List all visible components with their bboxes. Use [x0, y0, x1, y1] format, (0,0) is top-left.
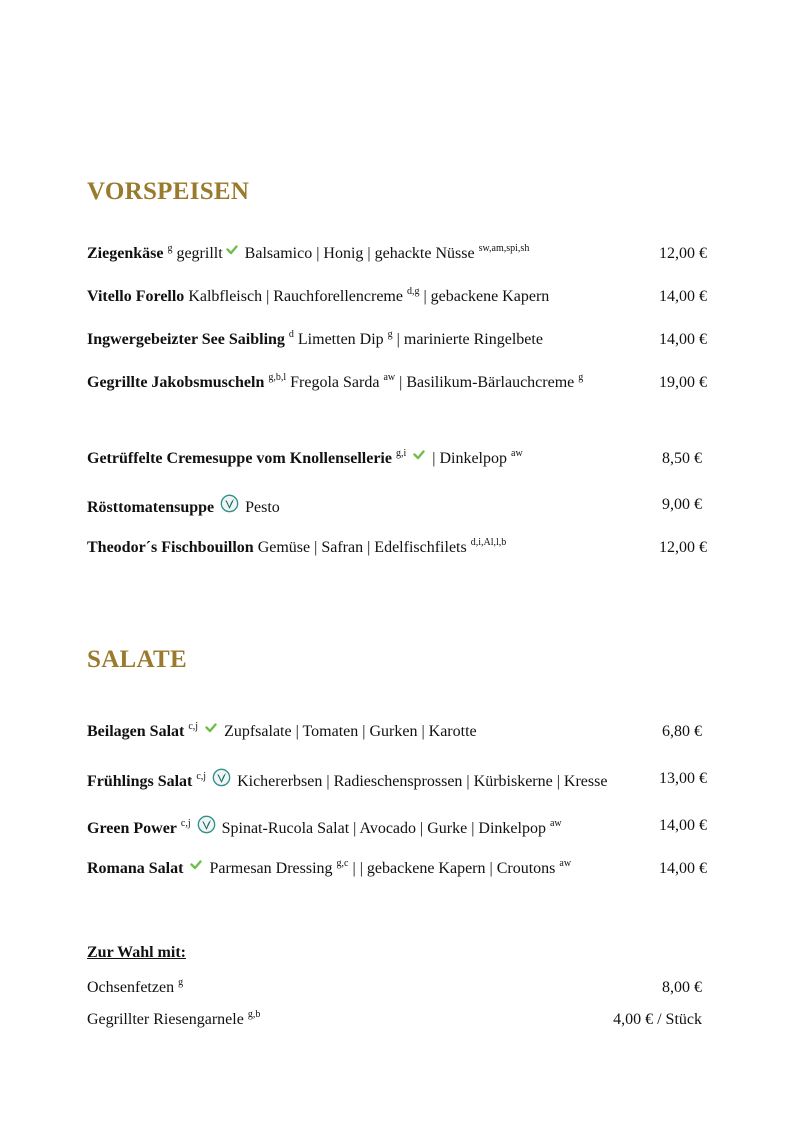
menu-item [87, 815, 707, 837]
extras-title: Zur Wahl mit: [87, 944, 186, 961]
vegetarian-check-icon [413, 449, 425, 461]
extra-item [87, 977, 702, 999]
menu-item [87, 329, 707, 351]
menu-item-price: 13,00 € [659, 770, 707, 787]
menu-item-name: Getrüffelte Cremesuppe vom Knollensellerie [87, 450, 392, 467]
menu-item-description-tail: | | gebackene Kapern | Croutons [348, 860, 556, 877]
menu-item-text [87, 494, 280, 519]
menu-item [87, 448, 707, 470]
menu-item-allergens: d,g [406, 286, 420, 297]
menu-item-price: 8,50 € [662, 450, 702, 467]
vegetarian-check-icon [190, 859, 202, 871]
menu-item-text [87, 243, 529, 265]
menu-item-description: Kalbfleisch | Rauchforellencreme [184, 288, 403, 305]
menu-item-name: Ziegenkäse [87, 245, 164, 262]
menu-item-description: Spinat-Rucola Salat | Avocado | Gurke | Dinkelpop [217, 820, 546, 837]
extra-item-price: 4,00 € / Stück [613, 1011, 702, 1028]
menu-item-description: Fregola Sarda [286, 374, 380, 391]
menu-item-name: Theodor´s Fischbouillon [87, 539, 254, 556]
vegan-leaf-icon [212, 768, 231, 787]
menu-item-description: Parmesan Dressing [205, 860, 333, 877]
menu-item-description: Pesto [241, 499, 280, 516]
menu-item [87, 286, 707, 308]
menu-item-price: 14,00 € [659, 288, 707, 305]
menu-item-allergens: g [387, 329, 393, 340]
menu-item-allergens: aw [549, 818, 562, 829]
menu-item-text [87, 721, 477, 743]
menu-item [87, 494, 707, 516]
menu-item-name-allergens: c,j [196, 771, 207, 782]
menu-item-allergens: aw [511, 448, 523, 459]
menu-item-name: Green Power [87, 820, 177, 837]
menu-item-name: Romana Salat [87, 860, 184, 877]
menu-item-name: Beilagen Salat [87, 723, 185, 740]
menu-item-description: Balsamico | Honig | gehackte Nüsse [240, 245, 475, 262]
menu-item-prefix: gegrillt [172, 245, 223, 262]
extra-item-price: 8,00 € [662, 979, 702, 996]
menu-item-name-allergens: c,j [188, 721, 199, 732]
menu-item-description: Gemüse | Safran | Edelfischfilets [253, 539, 467, 556]
extra-item-allergens: g,b [247, 1009, 261, 1020]
menu-item-name-allergens: g,i [395, 448, 407, 459]
menu-item-name-allergens: g,b,l [268, 372, 287, 383]
menu-item-description: | Dinkelpop [428, 450, 507, 467]
menu-item [87, 372, 707, 394]
vegetarian-check-icon [226, 244, 238, 256]
menu-item-allergens: d,i,Al,l,b [470, 537, 507, 548]
menu-item-allergens: sw,am,spi,sh [478, 243, 530, 254]
menu-item [87, 768, 707, 790]
menu-item-allergens: aw [383, 372, 396, 383]
menu-item-price: 14,00 € [659, 860, 707, 877]
section-title-vorspeisen: VORSPEISEN [87, 178, 250, 205]
menu-item-name-allergens: c,j [180, 818, 191, 829]
menu-item-text [87, 537, 506, 559]
menu-item-text [87, 329, 543, 351]
extra-item [87, 1009, 702, 1031]
menu-item-name: Gegrillte Jakobsmuscheln [87, 374, 265, 391]
menu-item-description: Kichererbsen | Radieschensprossen | Kürbiskerne | Kresse [233, 773, 608, 790]
menu-item-price: 19,00 € [659, 374, 707, 391]
menu-item-text [87, 815, 562, 840]
menu-item-name: Frühlings Salat [87, 773, 193, 790]
vegetarian-check-icon [205, 722, 217, 734]
menu-item-description-tail: | Basilikum-Bärlauchcreme [395, 374, 575, 391]
menu-item-description: Zupfsalate | Tomaten | Gurken | Karotte [220, 723, 477, 740]
menu-item-text [87, 448, 523, 470]
section-title-salate: SALATE [87, 646, 187, 673]
menu-item-price: 12,00 € [659, 245, 707, 262]
menu-item-name-allergens: g [167, 243, 173, 254]
vegan-leaf-icon [220, 494, 239, 513]
menu-item [87, 537, 707, 559]
menu-item-price: 14,00 € [659, 817, 707, 834]
menu-item-price: 9,00 € [662, 496, 702, 513]
menu-item-tail-allergens: aw [559, 858, 572, 869]
menu-item [87, 721, 707, 743]
menu-item [87, 243, 707, 265]
menu-item-text [87, 858, 571, 880]
menu-item-text [87, 768, 607, 793]
menu-item-name: Ingwergebeizter See Saibling [87, 331, 285, 348]
menu-item-allergens: g,c [336, 858, 349, 869]
menu-item-text [87, 286, 549, 308]
menu-item-description-tail: | gebackene Kapern [419, 288, 550, 305]
menu-item-text [87, 372, 583, 394]
menu-item-price: 6,80 € [662, 723, 702, 740]
extra-item-name: Ochsenfetzen [87, 979, 175, 996]
menu-item-price: 14,00 € [659, 331, 707, 348]
menu-item-description-tail: | marinierte Ringelbete [392, 331, 543, 348]
menu-item-name: Vitello Forello [87, 288, 185, 305]
menu-item-name: Rösttomatensuppe [87, 499, 215, 516]
menu-item-description: Limetten Dip [293, 331, 384, 348]
vegan-leaf-icon [197, 815, 216, 834]
menu-item-tail-allergens: g [578, 372, 584, 383]
extra-item-allergens: g [178, 977, 184, 988]
menu-item [87, 858, 707, 880]
extra-item-name: Gegrillter Riesengarnele [87, 1011, 244, 1028]
menu-item-name-allergens: d [288, 329, 294, 340]
menu-item-price: 12,00 € [659, 539, 707, 556]
